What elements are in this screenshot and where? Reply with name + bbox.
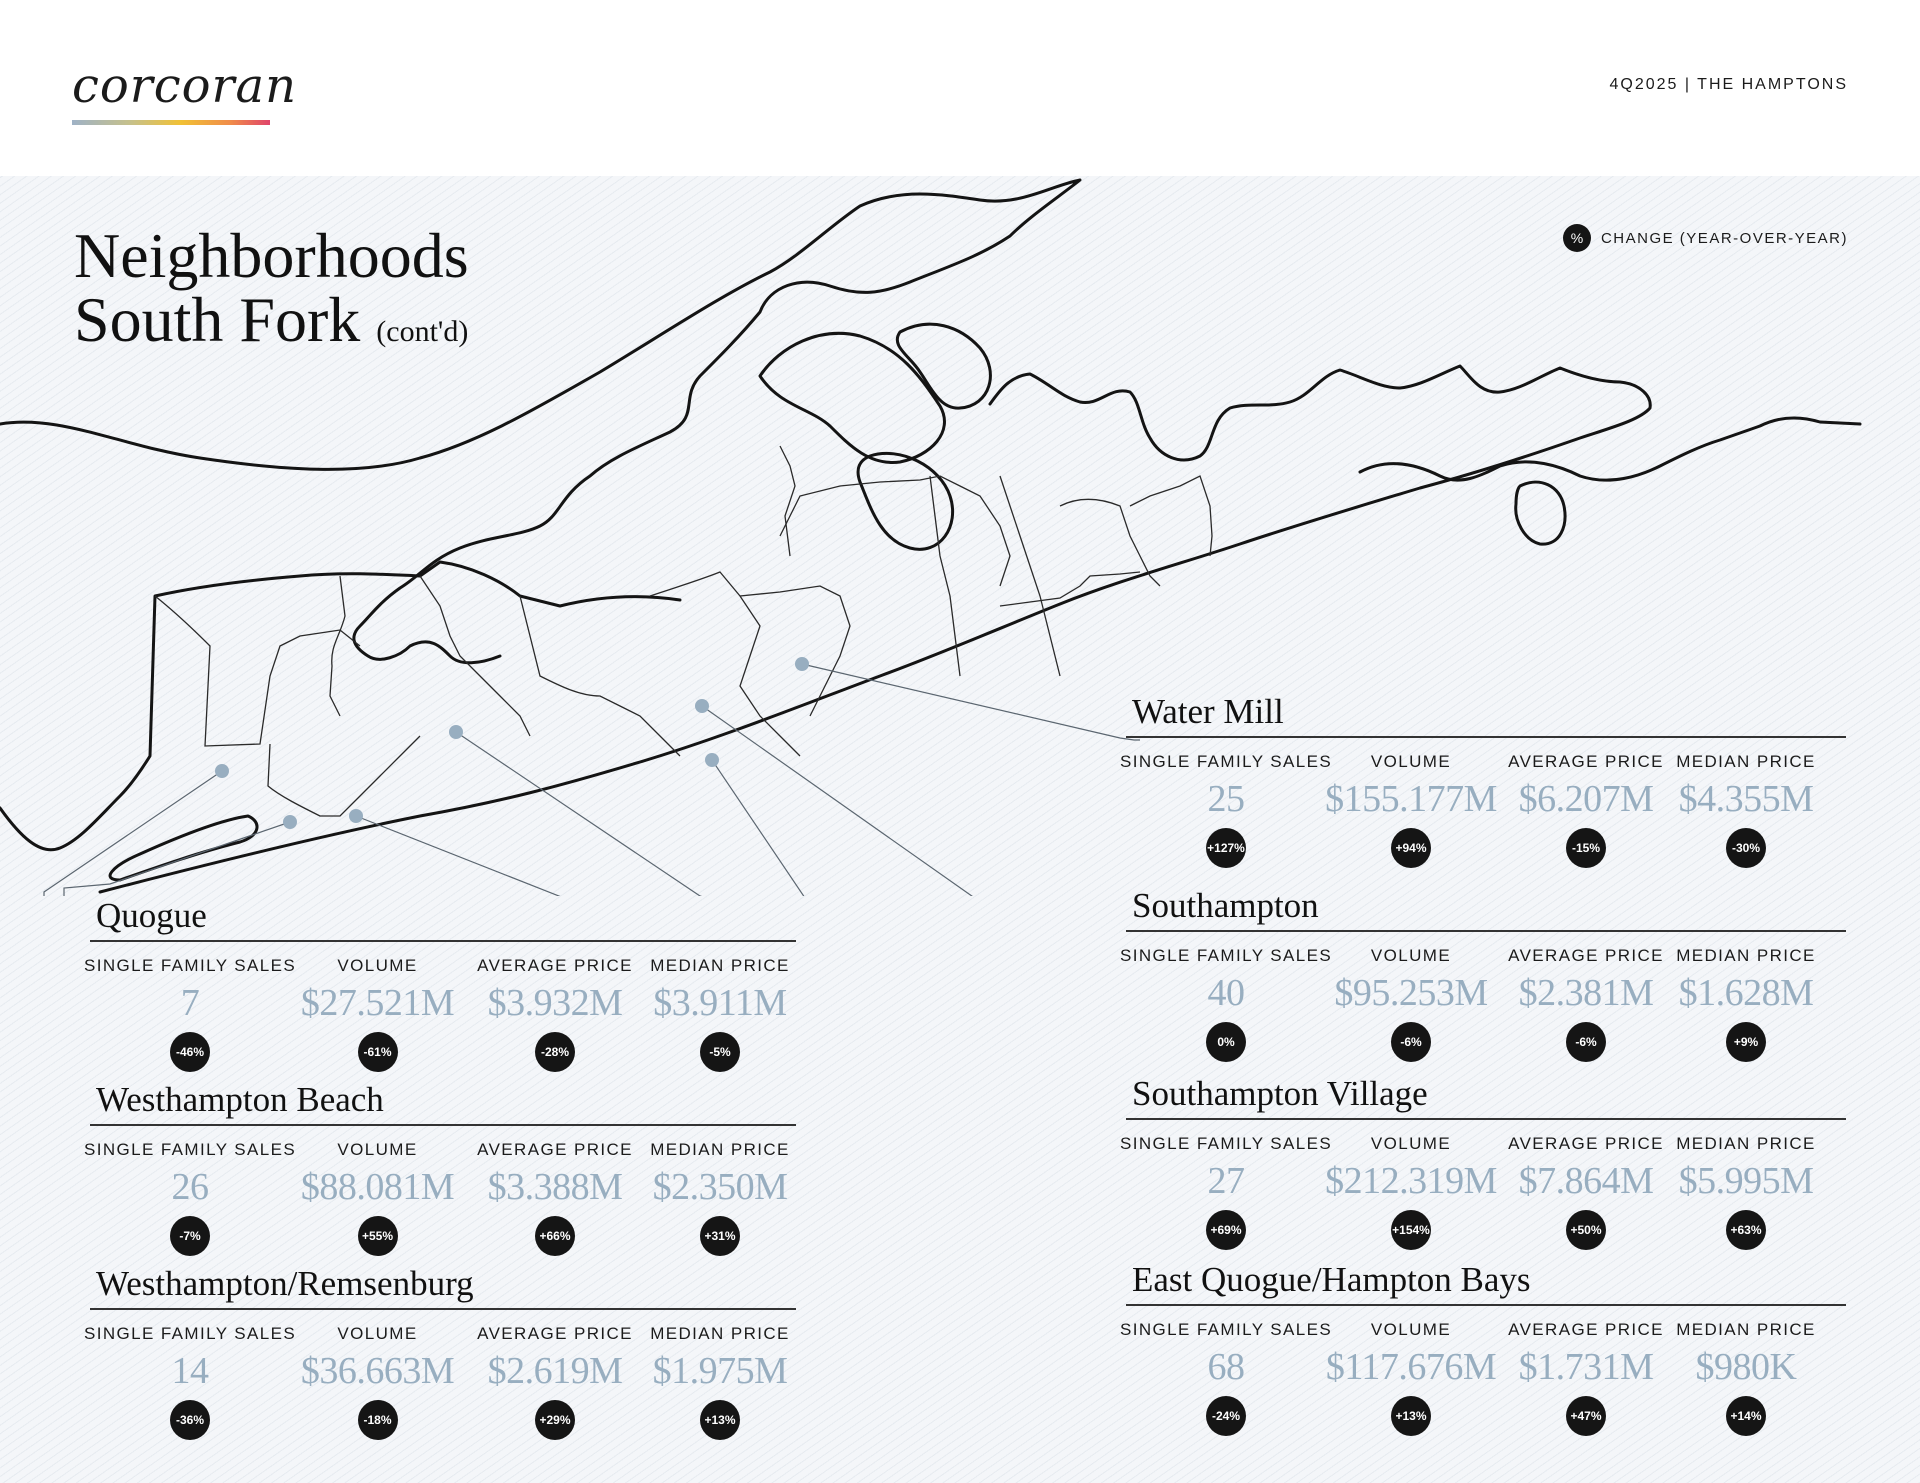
divider xyxy=(90,940,796,942)
divider xyxy=(90,1308,796,1310)
boundary-southampton-village xyxy=(740,586,850,716)
stat-average-price xyxy=(465,1324,645,1440)
stat-label: VOLUME xyxy=(1370,1319,1452,1339)
marker-quogue xyxy=(215,764,229,778)
north-shore-coastline xyxy=(0,180,1080,663)
stat-label: MEDIAN PRICE xyxy=(650,955,790,975)
neighborhood-name: Southampton xyxy=(1132,886,1319,925)
marker-westhampton-beach xyxy=(283,815,297,829)
stat-value: 68 xyxy=(1207,1345,1245,1388)
stat-label: MEDIAN PRICE xyxy=(650,1139,790,1159)
neighborhood-name: Southampton Village xyxy=(1132,1074,1428,1113)
leader-water-mill xyxy=(802,664,1140,740)
marker-southampton xyxy=(695,699,709,713)
stat-value: $95.253M xyxy=(1334,971,1488,1014)
neighborhood-block-westhampton-remsenburg xyxy=(83,1264,810,1440)
stat-label: AVERAGE PRICE xyxy=(477,1323,633,1343)
edition-label: 4Q2025 | THE HAMPTONS xyxy=(1609,76,1848,93)
change-badge: +14% xyxy=(1726,1396,1766,1436)
boundary-north-sea xyxy=(780,446,795,556)
stat-label: MEDIAN PRICE xyxy=(1676,1133,1816,1153)
stat-value: $5.995M xyxy=(1678,1159,1814,1202)
neighborhood-block-westhampton-beach xyxy=(83,1080,810,1256)
stat-average-price xyxy=(1496,1134,1676,1250)
divider xyxy=(1126,1118,1846,1120)
change-badge: +31% xyxy=(700,1216,740,1256)
stat-value: $1.628M xyxy=(1678,971,1814,1014)
stat-label: AVERAGE PRICE xyxy=(1508,751,1664,771)
neighborhood-block-east-quogue-hampton-bays xyxy=(1119,1260,1816,1436)
stat-value: 40 xyxy=(1207,971,1245,1014)
stat-average-price xyxy=(465,956,645,1072)
stat-value: $117.676M xyxy=(1325,1345,1497,1388)
boundary-westhampton xyxy=(268,736,420,816)
title-line-2-text: South Fork xyxy=(74,284,361,355)
neighborhood-name: Westhampton Beach xyxy=(96,1080,384,1119)
stat-value: 27 xyxy=(1207,1159,1245,1202)
change-badge: +154% xyxy=(1391,1210,1431,1250)
peninsula-loop-3 xyxy=(858,453,953,549)
change-badge: -18% xyxy=(358,1400,398,1440)
stat-sales xyxy=(1119,751,1333,868)
stat-median-price xyxy=(645,1324,795,1440)
stat-value: $3.932M xyxy=(487,981,623,1024)
south-shore-coastline xyxy=(0,562,680,850)
change-badge: +127% xyxy=(1206,828,1246,868)
stat-label: SINGLE FAMILY SALES xyxy=(83,1323,297,1343)
change-badge: +47% xyxy=(1566,1396,1606,1436)
leader-southampton xyxy=(702,706,1120,896)
stat-label: VOLUME xyxy=(1370,751,1452,771)
marker-east-quogue-hampton-bays xyxy=(705,753,719,767)
stat-median-price xyxy=(1676,946,1816,1062)
stat-sales xyxy=(1119,1133,1333,1250)
east-loop xyxy=(1516,482,1565,544)
stat-label: MEDIAN PRICE xyxy=(1676,1319,1816,1339)
stat-value: $36.663M xyxy=(300,1349,455,1392)
stat-label: SINGLE FAMILY SALES xyxy=(1119,751,1333,771)
change-badge: -6% xyxy=(1391,1022,1431,1062)
stat-value: $1.731M xyxy=(1518,1345,1654,1388)
peninsula-loop-1 xyxy=(760,333,944,462)
stat-volume xyxy=(1326,752,1496,868)
change-badge: +63% xyxy=(1726,1210,1766,1250)
stat-label: AVERAGE PRICE xyxy=(477,1139,633,1159)
percent-badge-icon: % xyxy=(1563,224,1591,252)
change-badge: -15% xyxy=(1566,828,1606,868)
stat-value: $27.521M xyxy=(300,981,455,1024)
boundary-east-hampton xyxy=(1130,476,1212,556)
stat-value: $2.381M xyxy=(1518,971,1654,1014)
stat-value: $7.864M xyxy=(1518,1159,1654,1202)
stat-label: AVERAGE PRICE xyxy=(477,955,633,975)
leader-westhampton-beach xyxy=(64,822,290,896)
stat-value: 7 xyxy=(180,981,200,1024)
stat-label: SINGLE FAMILY SALES xyxy=(1119,945,1333,965)
legend-label: CHANGE (YEAR-OVER-YEAR) xyxy=(1600,229,1848,247)
stat-value: $212.319M xyxy=(1325,1159,1497,1202)
stat-volume xyxy=(290,956,465,1072)
change-badge: -46% xyxy=(170,1032,210,1072)
change-badge: -6% xyxy=(1566,1022,1606,1062)
stat-label: SINGLE FAMILY SALES xyxy=(1119,1319,1333,1339)
marker-westhampton-remsenburg xyxy=(349,809,363,823)
divider xyxy=(1126,1304,1846,1306)
change-badge: +29% xyxy=(535,1400,575,1440)
change-badge: +13% xyxy=(1391,1396,1431,1436)
leader-east-quogue xyxy=(712,760,1120,896)
change-badge: +69% xyxy=(1206,1210,1246,1250)
stat-label: VOLUME xyxy=(337,1139,418,1159)
change-badge: -24% xyxy=(1206,1396,1246,1436)
leader-quogue xyxy=(44,771,222,896)
stat-label: SINGLE FAMILY SALES xyxy=(83,1139,297,1159)
stat-label: MEDIAN PRICE xyxy=(1676,945,1816,965)
change-badge: -30% xyxy=(1726,828,1766,868)
stat-sales xyxy=(1119,1319,1333,1436)
stat-median-price xyxy=(645,956,795,1072)
logo-wordmark: corcoran xyxy=(72,58,297,114)
change-badge: +66% xyxy=(535,1216,575,1256)
stat-label: VOLUME xyxy=(337,1323,418,1343)
boundary-bridgehampton xyxy=(1000,476,1060,676)
neighborhood-name: Quogue xyxy=(96,896,207,935)
marker-water-mill xyxy=(795,657,809,671)
stat-label: SINGLE FAMILY SALES xyxy=(1119,1133,1333,1153)
change-badge: -7% xyxy=(170,1216,210,1256)
boundary-remsenburg xyxy=(330,576,345,716)
stat-median-price xyxy=(1676,1134,1816,1250)
boundary-hampton-bays xyxy=(520,596,680,756)
change-badge: +13% xyxy=(700,1400,740,1440)
stat-label: VOLUME xyxy=(1370,1133,1452,1153)
stat-label: MEDIAN PRICE xyxy=(650,1323,790,1343)
change-badge: +55% xyxy=(358,1216,398,1256)
leader-westhampton-remsenburg xyxy=(356,816,800,896)
stat-value: $3.911M xyxy=(653,981,787,1024)
stat-value: $4.355M xyxy=(1678,777,1814,820)
stat-sales xyxy=(1119,945,1333,1062)
neighborhood-name: Westhampton/Remsenburg xyxy=(96,1264,474,1303)
stat-label: AVERAGE PRICE xyxy=(1508,1319,1664,1339)
stat-average-price xyxy=(465,1140,645,1256)
neighborhood-name: East Quogue/Hampton Bays xyxy=(1132,1260,1531,1299)
change-badge: +94% xyxy=(1391,828,1431,868)
stat-value: $155.177M xyxy=(1325,777,1497,820)
stat-label: VOLUME xyxy=(1370,945,1452,965)
change-badge: -5% xyxy=(700,1032,740,1072)
boundary-water-mill xyxy=(780,476,1010,586)
stat-value: $6.207M xyxy=(1518,777,1654,820)
change-badge: -36% xyxy=(170,1400,210,1440)
title-line-1: Neighborhoods xyxy=(74,220,469,291)
change-badge: -61% xyxy=(358,1032,398,1072)
stat-label: VOLUME xyxy=(337,955,418,975)
stat-volume xyxy=(1326,946,1496,1062)
stat-value: $88.081M xyxy=(300,1165,455,1208)
stat-label: AVERAGE PRICE xyxy=(1508,1133,1664,1153)
divider xyxy=(90,1124,796,1126)
title-suffix: (cont'd) xyxy=(376,315,469,348)
stat-value: $980K xyxy=(1695,1345,1797,1388)
stat-value: 14 xyxy=(171,1349,209,1392)
marker-southampton-village xyxy=(449,725,463,739)
corcoran-logo[interactable] xyxy=(72,58,297,128)
stat-volume xyxy=(1326,1134,1496,1250)
stat-average-price xyxy=(1496,946,1676,1062)
stat-median-price xyxy=(645,1140,795,1256)
neighborhood-block-southampton xyxy=(1119,886,1816,1062)
stat-median-price xyxy=(1676,752,1816,868)
stat-value: 26 xyxy=(171,1165,209,1208)
neighborhood-block-water-mill xyxy=(1119,692,1816,868)
stat-sales xyxy=(83,1139,297,1256)
stat-value: $2.350M xyxy=(652,1165,788,1208)
neighborhood-block-southampton-village xyxy=(1119,1074,1816,1250)
stat-volume xyxy=(1326,1320,1496,1436)
change-badge: -28% xyxy=(535,1032,575,1072)
logo-gradient-bar xyxy=(72,120,270,125)
stat-sales xyxy=(83,1323,297,1440)
stat-average-price xyxy=(1496,1320,1676,1436)
boundary-east-quogue xyxy=(420,576,530,736)
stat-label: AVERAGE PRICE xyxy=(1508,945,1664,965)
change-badge: +50% xyxy=(1566,1210,1606,1250)
stat-label: MEDIAN PRICE xyxy=(1676,751,1816,771)
change-badge: 0% xyxy=(1206,1022,1246,1062)
stat-volume xyxy=(290,1324,465,1440)
neighborhood-name: Water Mill xyxy=(1132,692,1284,731)
divider xyxy=(1126,930,1846,932)
stat-value: $2.619M xyxy=(487,1349,623,1392)
stat-sales xyxy=(83,955,297,1072)
divider xyxy=(1126,736,1846,738)
change-badge: +9% xyxy=(1726,1022,1766,1062)
stat-value: $1.975M xyxy=(652,1349,788,1392)
stat-value: $3.388M xyxy=(487,1165,623,1208)
leader-southampton-village xyxy=(456,732,1120,896)
stat-value: 25 xyxy=(1207,777,1245,820)
stat-median-price xyxy=(1676,1320,1816,1436)
boundary-quogue xyxy=(155,596,360,746)
stat-average-price xyxy=(1496,752,1676,868)
neighborhood-block-quogue xyxy=(83,896,810,1072)
stat-volume xyxy=(290,1140,465,1256)
stat-label: SINGLE FAMILY SALES xyxy=(83,955,297,975)
